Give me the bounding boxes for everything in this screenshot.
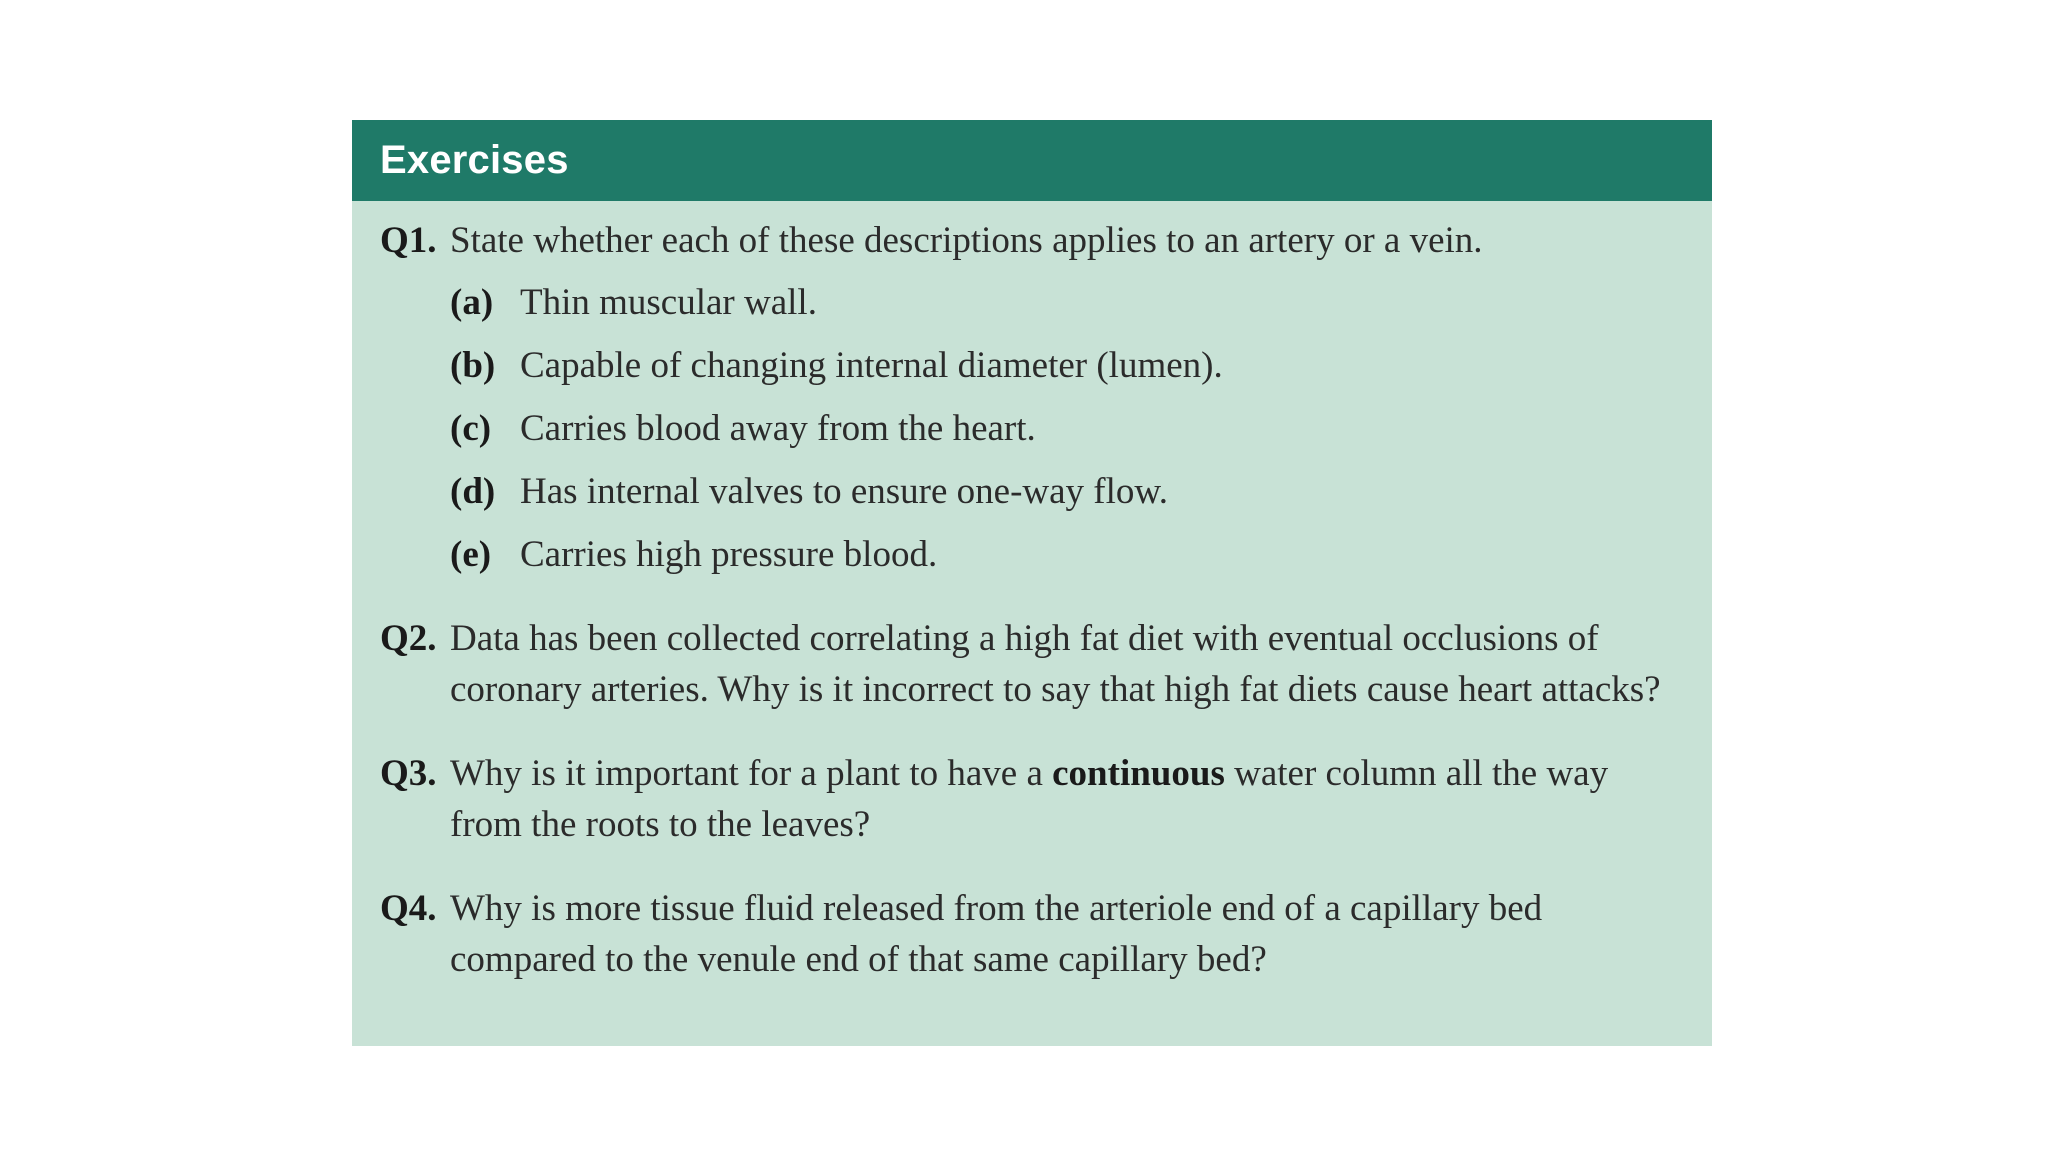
- part-b-label: (b): [450, 345, 496, 386]
- question-4-body: [450, 883, 1684, 985]
- question-1-parts: [450, 277, 1684, 580]
- exercises-title: Exercises: [380, 138, 569, 182]
- part-a-label: (a): [450, 282, 494, 323]
- question-1-part-e: [450, 529, 1684, 580]
- exercises-body: [352, 201, 1712, 985]
- question-1-part-c: [450, 403, 1684, 454]
- question-3-emphasis: continuous: [1052, 753, 1225, 794]
- question-3-text-before: Why is it important for a plant to have a: [450, 753, 1043, 794]
- question-2-text: Data has been collected correlating a high fat diet with eventual occlusions of coronary arteries. Why is it incorrect to say that high fat diets cause heart attacks?: [450, 618, 1661, 710]
- question-3: [380, 748, 1684, 850]
- question-1-part-a: [450, 277, 1684, 328]
- question-1-part-b: [450, 340, 1684, 391]
- question-2: [380, 613, 1684, 715]
- part-c-text: Carries blood away from the heart.: [520, 408, 1036, 449]
- exercises-header: [352, 120, 1712, 201]
- question-3-text: [450, 748, 1684, 850]
- question-3-number: Q3.: [380, 753, 437, 794]
- question-1-number: Q1.: [380, 220, 437, 261]
- part-a-text: Thin muscular wall.: [520, 282, 817, 323]
- part-d-text: Has internal valves to ensure one-way flow.: [520, 471, 1168, 512]
- question-1-part-d: [450, 466, 1684, 517]
- part-e-text: Carries high pressure blood.: [520, 534, 938, 575]
- question-3-text-after: water column all the way from the roots to the leaves?: [450, 753, 1609, 845]
- question-3-body: [450, 748, 1684, 850]
- part-c-label: (c): [450, 408, 492, 449]
- part-e-label: (e): [450, 534, 492, 575]
- question-4: [380, 883, 1684, 985]
- question-1-text: State whether each of these descriptions applies to an artery or a vein.: [450, 220, 1483, 261]
- part-d-label: (d): [450, 471, 496, 512]
- question-2-body: [450, 613, 1684, 715]
- question-1-body: [450, 215, 1684, 580]
- question-2-number: Q2.: [380, 618, 437, 659]
- question-4-text: Why is more tissue fluid released from the arteriole end of a capillary bed compared to the venule end of that same capillary bed?: [450, 888, 1543, 980]
- exercises-panel: [352, 120, 1712, 1046]
- question-1: [380, 215, 1684, 580]
- question-4-number: Q4.: [380, 888, 437, 929]
- part-b-text: Capable of changing internal diameter (lumen).: [520, 345, 1223, 386]
